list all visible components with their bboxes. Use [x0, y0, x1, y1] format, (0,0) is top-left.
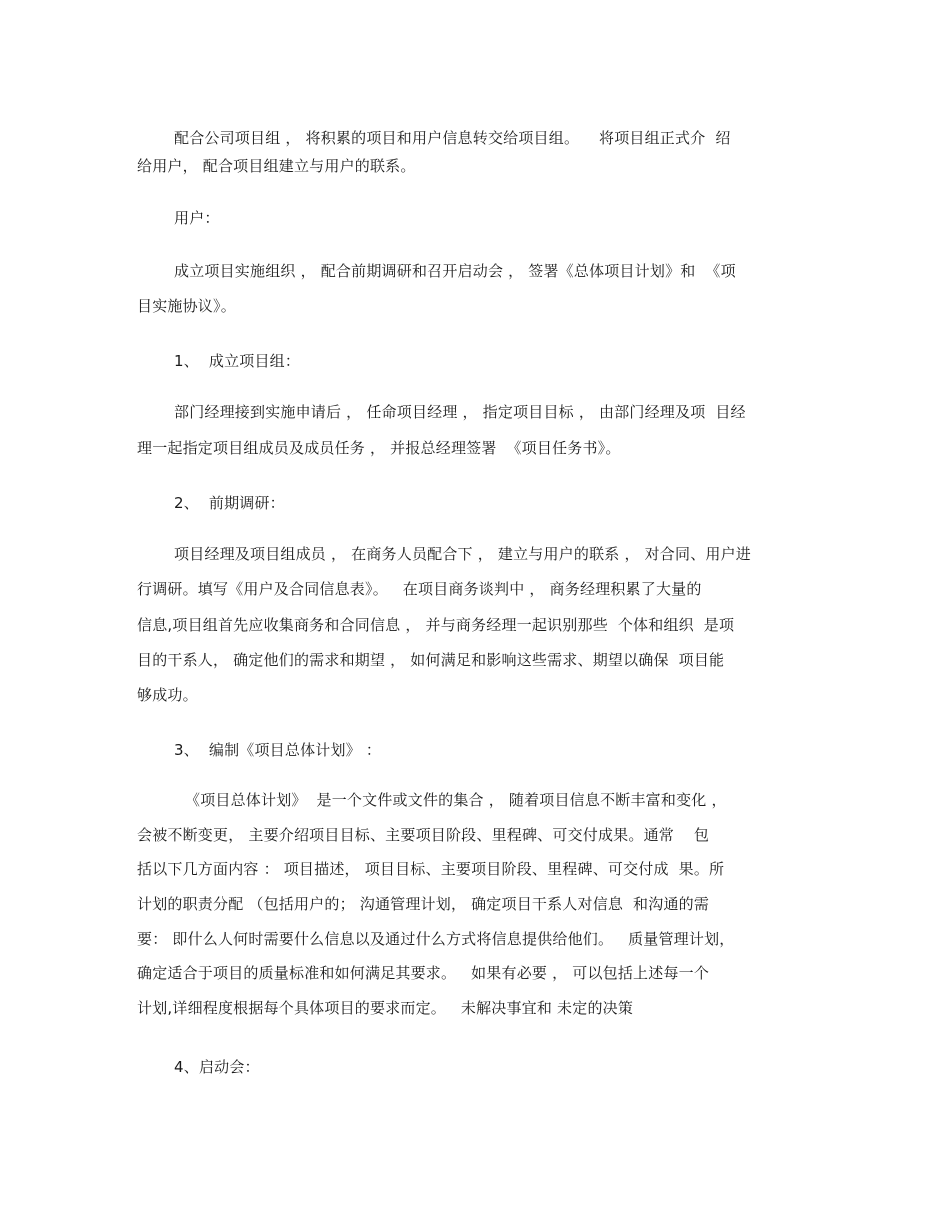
section-3-para-line-4: 计划的职责分配 （包括用户的； 沟通管理计划， 确定项目干系人对信息 和沟通的需	[137, 895, 710, 913]
intro-line-2: 给用户， 配合项目组建立与用户的联系。	[137, 157, 416, 175]
section-2-para-line-1: 项目经理及项目组成员 ， 在商务人员配合下 ， 建立与用户的联系 ， 对合同、用户进	[174, 545, 752, 563]
section-1-para-line-2: 理一起指定项目组成员及成员任务 ， 并报总经理签署 《项目任务书》。	[137, 439, 621, 457]
section-3-para-line-7: 计划,详细程度根据每个具体项目的要求而定。 未解决事宜和 未定的决策	[137, 999, 634, 1017]
section-3-heading: 3、 编制《项目总体计划》 ：	[174, 741, 382, 759]
section-4-heading: 4、启动会：	[174, 1058, 260, 1076]
section-3-para-line-5: 要： 即什么人何时需要什么信息以及通过什么方式将信息提供给他们。 质量管理计划，	[137, 930, 735, 948]
user-para-line-1: 成立项目实施组织 ， 配合前期调研和召开启动会 ， 签署《总体项目计划》和 《项	[174, 262, 736, 280]
section-1-heading: 1、 成立项目组：	[174, 352, 301, 370]
section-3-para-line-1: 《项目总体计划》 是一个文件或文件的集合 ， 随着项目信息不断丰富和变化 ，	[185, 791, 727, 809]
section-2-para-line-3: 信息,项目组首先应收集商务和合同信息 ， 并与商务经理一起识别那些 个体和组织 是项	[137, 616, 735, 634]
user-para-line-2: 目实施协议》。	[137, 297, 236, 315]
section-2-para-line-2: 行调研。填写《用户及合同信息表》。 在项目商务谈判中 ， 商务经理积累了大量的	[137, 580, 702, 598]
intro-line-1: 配合公司项目组 ， 将积累的项目和用户信息转交给项目组。 将项目组正式介 绍	[174, 129, 731, 147]
section-3-para-line-6: 确定适合于项目的质量标准和如何满足其要求。 如果有必要 ， 可以包括上述每一个	[137, 964, 710, 982]
section-2-para-line-5: 够成功。	[137, 686, 198, 704]
section-2-heading: 2、 前期调研：	[174, 494, 285, 512]
section-1-para-line-1: 部门经理接到实施申请后 ， 任命项目经理 ， 指定项目目标 ， 由部门经理及项 目经	[174, 403, 746, 421]
section-3-para-line-3: 括以下几方面内容 ： 项目描述， 项目目标、主要项目阶段、里程碑、可交付成 果。所	[137, 860, 725, 878]
user-label: 用户：	[174, 209, 220, 227]
section-2-para-line-4: 目的干系人， 确定他们的需求和期望 ， 如何满足和影响这些需求、期望以确保 项目能	[137, 651, 725, 669]
section-3-para-line-2: 会被不断变更， 主要介绍项目目标、主要项目阶段、里程碑、可交付成果。通常 包	[137, 826, 710, 844]
